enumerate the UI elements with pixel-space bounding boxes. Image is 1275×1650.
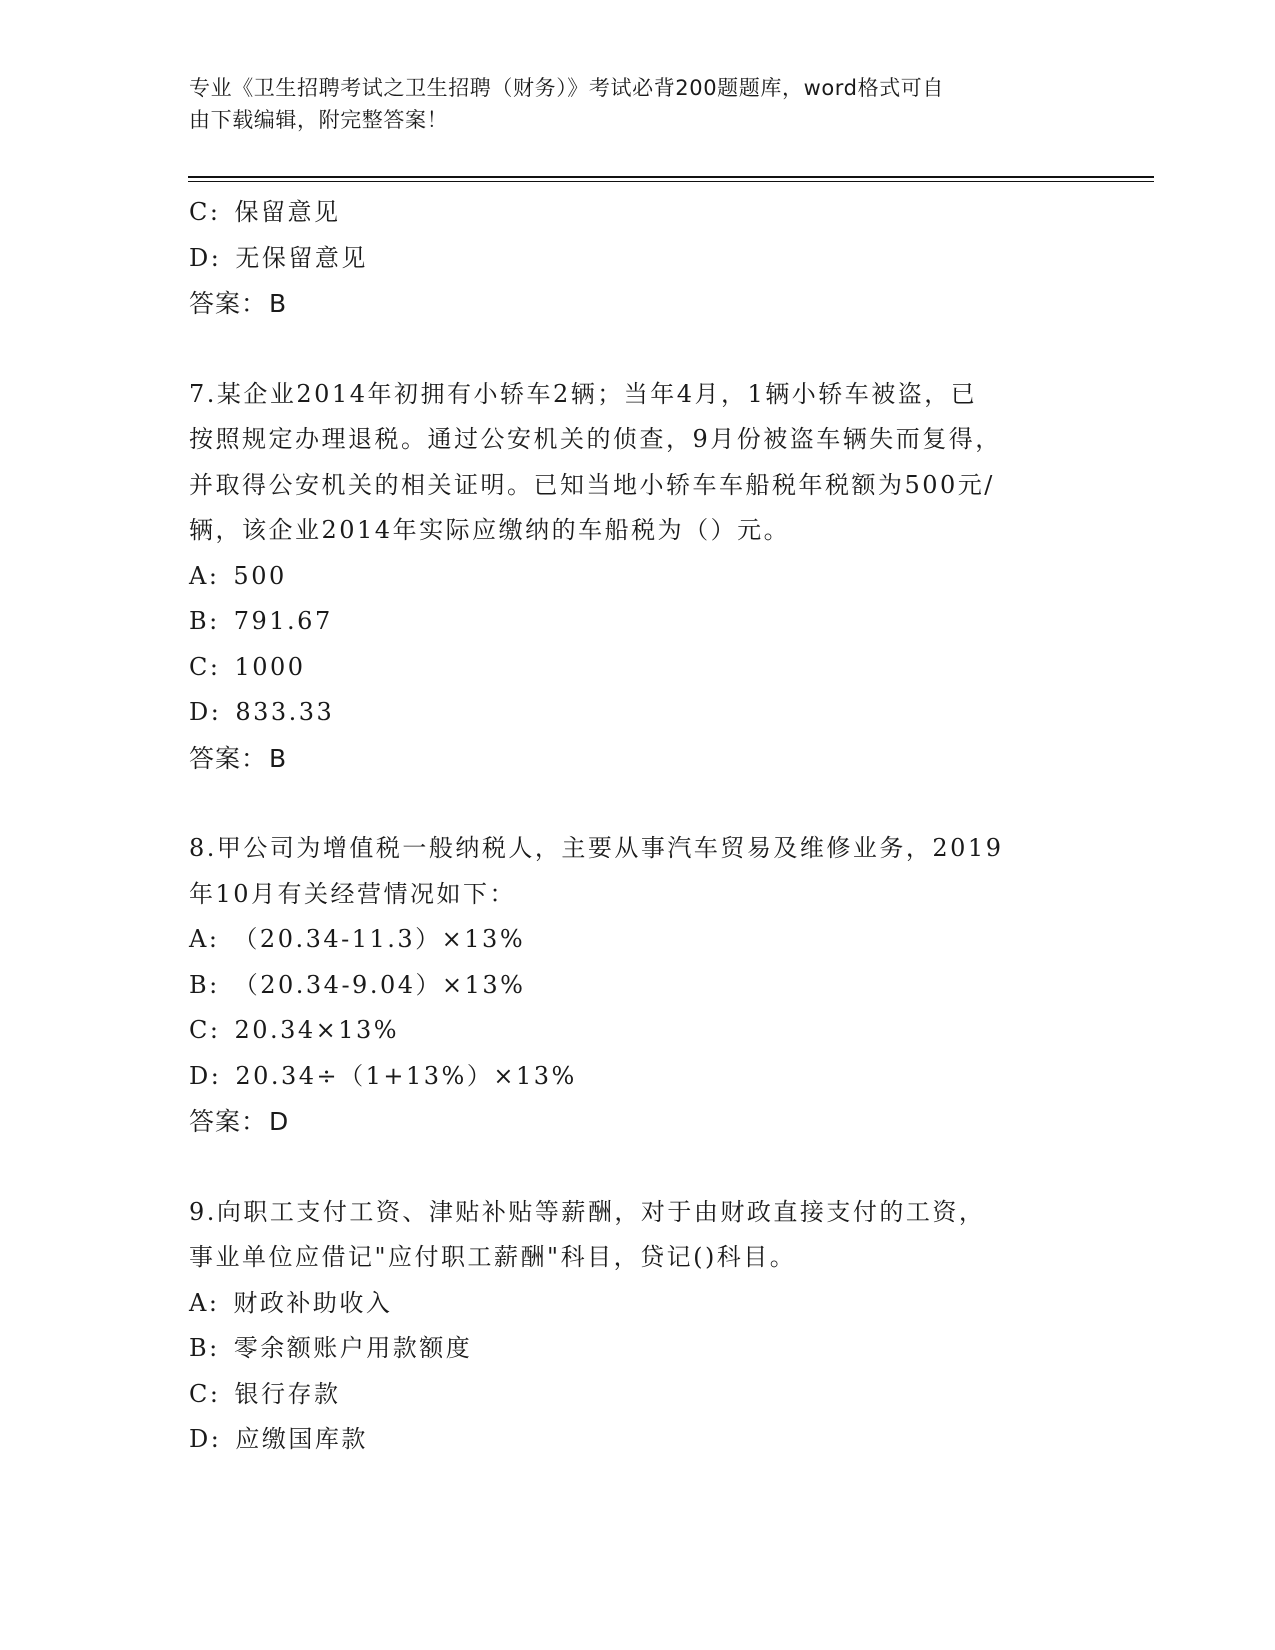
answer-line	[189, 1099, 1089, 1145]
option-b: B: （20.34-9.04）×13%	[189, 970, 526, 999]
option-d: D: 应缴国库款	[189, 1425, 368, 1453]
question-text-line: 并取得公安机关的相关证明。已知当地小轿车车船税年税额为500元/	[189, 470, 995, 499]
question-6-tail	[189, 190, 1089, 327]
question-9	[189, 1190, 1089, 1463]
answer-line	[189, 281, 1089, 327]
option-d: D: 20.34÷（1+13%）×13%	[189, 1061, 577, 1090]
answer-label: 答案：	[189, 743, 268, 773]
header-line-1: 专业《卫生招聘考试之卫生招聘（财务）》考试必背200题题库，word格式可自	[189, 76, 944, 100]
option-d: D: 无保留意见	[189, 243, 368, 272]
question-8	[189, 826, 1089, 1145]
question-text-line: 年10月有关经营情况如下：	[189, 879, 517, 908]
question-text-line: 辆，该企业2014年实际应缴纳的车船税为（）元。	[189, 516, 791, 544]
option-b: B: 791.67	[189, 607, 333, 635]
option-c: C: 20.34×13%	[189, 1016, 400, 1044]
option-b: B: 零余额账户用款额度	[189, 1334, 473, 1362]
header-rule-thick	[188, 176, 1154, 178]
option-c: C: 保留意见	[189, 198, 341, 226]
option-c: C: 1000	[189, 652, 306, 681]
option-a: A: 财政补助收入	[189, 1288, 393, 1317]
answer-value: B	[269, 743, 288, 773]
question-text-line: 9.向职工支付工资、津贴补贴等薪酬，对于由财政直接支付的工资，	[189, 1197, 986, 1226]
page-header	[189, 72, 1069, 136]
header-rule-thin	[188, 181, 1154, 182]
header-line-2: 由下载编辑，附完整答案！	[189, 108, 449, 132]
option-d: D: 833.33	[189, 698, 335, 726]
answer-value: D	[269, 1107, 290, 1136]
question-text-line: 按照规定办理退税。通过公安机关的侦查，9月份被盗车辆失而复得，	[189, 425, 1002, 453]
question-text-line: 8.甲公司为增值税一般纳税人，主要从事汽车贸易及维修业务，2019	[189, 834, 1004, 862]
answer-line	[189, 736, 1089, 782]
option-c: C: 银行存款	[189, 1379, 341, 1408]
answer-label: 答案：	[189, 289, 268, 318]
answer-label: 答案：	[189, 1107, 268, 1136]
answer-value: B	[269, 289, 288, 318]
question-content	[189, 190, 1089, 1463]
option-a: A: 500	[189, 561, 287, 590]
question-text-line: 事业单位应借记"应付职工薪酬"科目，贷记()科目。	[189, 1243, 797, 1271]
question-text-line: 7.某企业2014年初拥有小轿车2辆；当年4月，1辆小轿车被盗，已	[189, 379, 978, 408]
option-a: A: （20.34-11.3）×13%	[189, 925, 526, 953]
question-7	[189, 372, 1089, 782]
